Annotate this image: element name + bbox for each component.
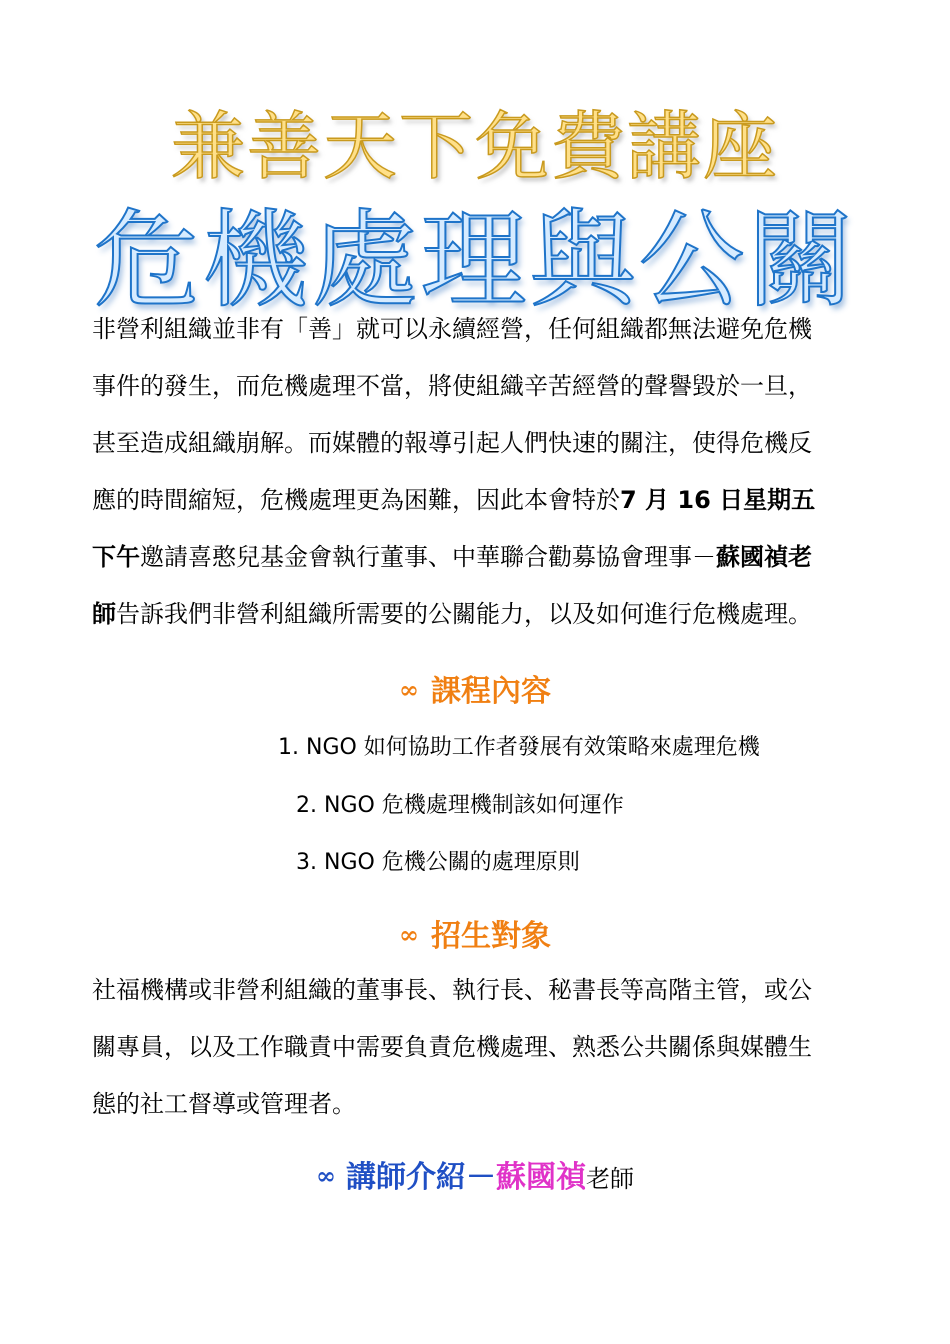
lecturer-name: 蘇國禎 [496,1160,586,1195]
audience-line: 社福機構或非營利組織的董事長、執行長、秘書長等高階主管，或公 [92,976,812,1004]
event-date: 7 月 16 日星期五 [620,486,816,514]
lecturer-name-inline-end: 師 [92,600,116,628]
audience-paragraph [92,962,862,1133]
intro-line [92,472,862,529]
intro-paragraph [92,301,862,643]
lecturer-heading [0,1152,950,1196]
lecturer-title: 老師 [586,1165,634,1193]
audience-heading-label: 招生對象 [431,919,551,954]
course-item: 1. NGO 如何協助工作者發展有效策略來處理危機 [278,735,760,760]
intro-text: 邀請喜憨兒基金會執行董事、中華聯合勸募協會理事－ [140,543,716,571]
intro-line: 事件的發生，而危機處理不當，將使組織辛苦經營的聲譽毀於一旦， [92,372,812,400]
course-item: 2. NGO 危機處理機制該如何運作 [296,793,624,818]
intro-text: 告訴我們非營利組織所需要的公關能力，以及如何進行危機處理。 [116,600,812,628]
event-time: 下午 [92,543,140,571]
ornament-icon: ∞ [399,675,419,704]
ornament-icon: ∞ [316,1161,336,1190]
event-title: 危機處理與公關 [93,199,857,322]
audience-line: 關專員，以及工作職責中需要負責危機處理、熟悉公共關係與媒體生 [92,1033,812,1061]
ornament-icon: ∞ [399,920,419,949]
course-heading-label: 課程內容 [431,674,551,709]
intro-line [92,529,862,586]
intro-text: 應的時間縮短，危機處理更為困難，因此本會特於 [92,486,620,514]
series-title: 兼善天下免費講座 [171,104,779,190]
course-heading [0,666,950,710]
intro-line: 非營利組織並非有「善」就可以永續經營，任何組織都無法避免危機 [92,315,812,343]
lecturer-heading-label: 講師介紹－ [346,1160,496,1195]
audience-line: 態的社工督導或管理者。 [92,1090,356,1118]
lecturer-name-inline: 蘇國禎老 [716,543,812,571]
audience-heading [0,911,950,955]
course-item: 3. NGO 危機公關的處理原則 [296,850,580,875]
intro-line [92,586,862,643]
intro-line: 甚至造成組織崩解。而媒體的報導引起人們快速的關注，使得危機反 [92,429,812,457]
